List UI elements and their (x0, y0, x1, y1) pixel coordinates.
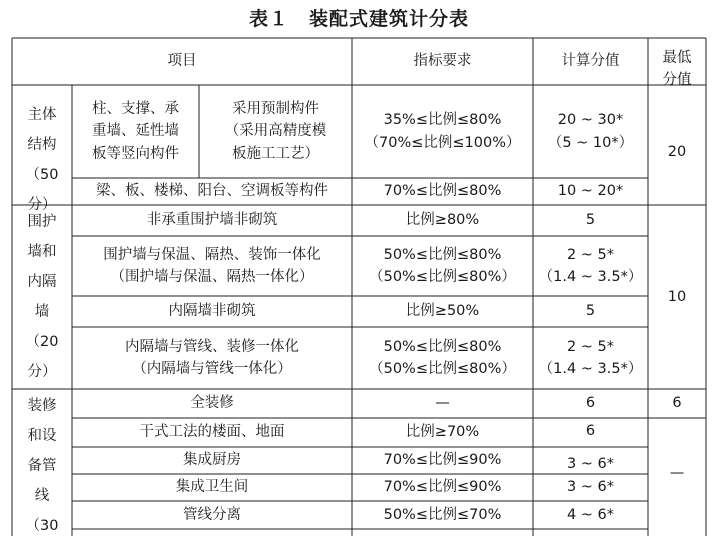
cell-line: 70%≤比例≤80% (383, 183, 502, 200)
cell-line: 比例≥70% (405, 424, 480, 441)
wall-row4-item (72, 327, 352, 389)
main-row2-score (533, 178, 648, 205)
cell-line: 集成厨房 (183, 452, 241, 469)
label-line: 围护 (27, 214, 57, 230)
cell-line: 6 (585, 422, 596, 439)
cell-line: 5 (585, 303, 596, 320)
cell-line: 5 (585, 212, 596, 229)
cell-line: 梁、板、楼梯、阳台、空调板等构件 (96, 183, 328, 200)
cell-line: 2 ~ 5* (566, 338, 615, 355)
cell-line: 6 (672, 395, 682, 412)
cell-line: 板施工工艺） (232, 145, 319, 162)
label-line: 分） (27, 197, 57, 213)
decor-row1-item (72, 389, 352, 418)
cell-line: 50%≤比例≤80% (383, 338, 502, 355)
cell-line: 35%≤比例≤80% (383, 112, 502, 129)
wall-row2-score (533, 236, 648, 296)
main-row1-sub (72, 85, 199, 178)
wall-row4-req (352, 327, 533, 389)
wall-row3-score (533, 296, 648, 327)
label-line: 主体 (27, 107, 57, 123)
label-line: 分） (27, 364, 57, 380)
main-row1-req (352, 85, 533, 178)
decor-row1-min (648, 389, 706, 418)
cell-line: 50%≤比例≤70% (383, 506, 502, 523)
header-score (533, 38, 648, 85)
header-item (12, 38, 352, 85)
wall-row1-score (533, 205, 648, 236)
table-title: 表１ 装配式建筑计分表 (248, 8, 469, 30)
cell-line: 10 ~ 20* (557, 183, 624, 200)
label-line: 装修 (27, 398, 57, 414)
main-min-score (648, 100, 706, 205)
cell-line: 10 (667, 288, 687, 305)
decor-row5-score (533, 501, 648, 529)
wall-row3-item (72, 296, 352, 327)
decor-row2-score (533, 418, 648, 444)
wall-row3-req (352, 296, 533, 327)
wall-row1-item (72, 205, 352, 236)
cell-line: 20 (667, 144, 687, 161)
label-line: （50 (25, 167, 59, 183)
cell-line: 采用预制构件 (232, 100, 319, 117)
decor-row1-score (533, 389, 648, 418)
header-min-line1: 最低 (662, 49, 692, 66)
decor-row2-item (72, 418, 352, 447)
cell-line: — (669, 465, 685, 482)
decor-row4-item (72, 474, 352, 501)
wall-row4-score (533, 327, 648, 389)
cell-line: 干式工法的楼面、地面 (139, 424, 285, 441)
cell-line: 内隔墙与管线、装修一体化 (125, 338, 299, 355)
decor-row3-item (72, 447, 352, 474)
cell-line: （5 ~ 10*） (547, 134, 634, 151)
label-line: 墙 (34, 304, 50, 320)
cell-line: （50%≤比例≤80%） (369, 361, 516, 377)
main-row1-item (199, 85, 352, 178)
cell-line: （1.4 ~ 3.5*） (538, 269, 643, 285)
header-score-text: 计算分值 (561, 53, 620, 70)
section-wall-label (12, 205, 72, 389)
cell-line: 3 ~ 6* (566, 479, 615, 496)
cell-line: 4 ~ 6* (566, 506, 615, 523)
decor-row4-req (352, 474, 533, 501)
decor-row2-req (352, 418, 533, 447)
label-line: 和设 (27, 428, 57, 444)
cell-line: （50%≤比例≤80%） (369, 269, 516, 285)
cell-line: （内隔墙与管线一体化） (132, 361, 292, 377)
cell-line: 6 (585, 395, 596, 412)
main-row2-item (72, 178, 352, 205)
main-row2-req (352, 178, 533, 205)
header-item-text: 项目 (167, 53, 197, 70)
cell-line: 3 ~ 6* (566, 456, 615, 473)
cell-line: （1.4 ~ 3.5*） (538, 361, 643, 377)
section-decor-label (12, 391, 72, 536)
decor-row3-req (352, 447, 533, 474)
label-line: 线 (34, 488, 50, 504)
label-line: 墙和 (27, 244, 57, 260)
cell-line: 非承重围护墙非砌筑 (146, 212, 278, 229)
header-requirement-text: 指标要求 (413, 53, 472, 70)
label-line: （30 (25, 518, 59, 534)
decor-min-rest (648, 418, 706, 529)
label-line: 内隔 (27, 274, 57, 290)
decor-row4-score (533, 474, 648, 501)
label-line: （20 (25, 334, 59, 350)
label-line: 备管 (27, 458, 57, 474)
decor-row5-item (72, 501, 352, 529)
cell-line: — (435, 395, 450, 412)
cell-line: 比例≥80% (405, 212, 480, 229)
cell-line: 比例≥50% (405, 303, 480, 320)
header-min-line2: 分值 (662, 72, 692, 88)
cell-line: 围护墙与保温、隔热、装饰一体化 (103, 246, 321, 263)
wall-row1-req (352, 205, 533, 236)
label-line: 结构 (27, 137, 57, 153)
header-requirement (352, 38, 533, 85)
cell-line: （围护墙与保温、隔热一体化） (110, 269, 314, 285)
section-main-label (12, 100, 72, 213)
wall-row2-req (352, 236, 533, 296)
decor-row5-req (352, 501, 533, 529)
cell-line: 2 ~ 5* (566, 246, 615, 263)
cell-line: 板等竖向构件 (92, 145, 179, 162)
cell-line: 集成卫生间 (175, 479, 249, 496)
cell-line: （70%≤比例≤100%） (364, 134, 521, 151)
cell-line: 20 ~ 30* (557, 112, 624, 129)
header-min-score (648, 38, 706, 100)
cell-line: 70%≤比例≤90% (383, 452, 502, 469)
cell-line: （采用高精度模 (224, 123, 327, 140)
cell-line: 重墙、延性墙 (92, 123, 179, 140)
main-row1-score (533, 85, 648, 178)
cell-line: 柱、支撑、承 (92, 100, 179, 117)
wall-min-score (648, 205, 706, 389)
cell-line: 全装修 (190, 395, 234, 412)
cell-line: 70%≤比例≤90% (383, 479, 502, 496)
cell-line: 50%≤比例≤80% (383, 246, 502, 263)
wall-row2-item (72, 236, 352, 296)
decor-row1-req (352, 389, 533, 418)
cell-line: 管线分离 (183, 506, 241, 523)
cell-line: 内隔墙非砌筑 (168, 303, 256, 320)
